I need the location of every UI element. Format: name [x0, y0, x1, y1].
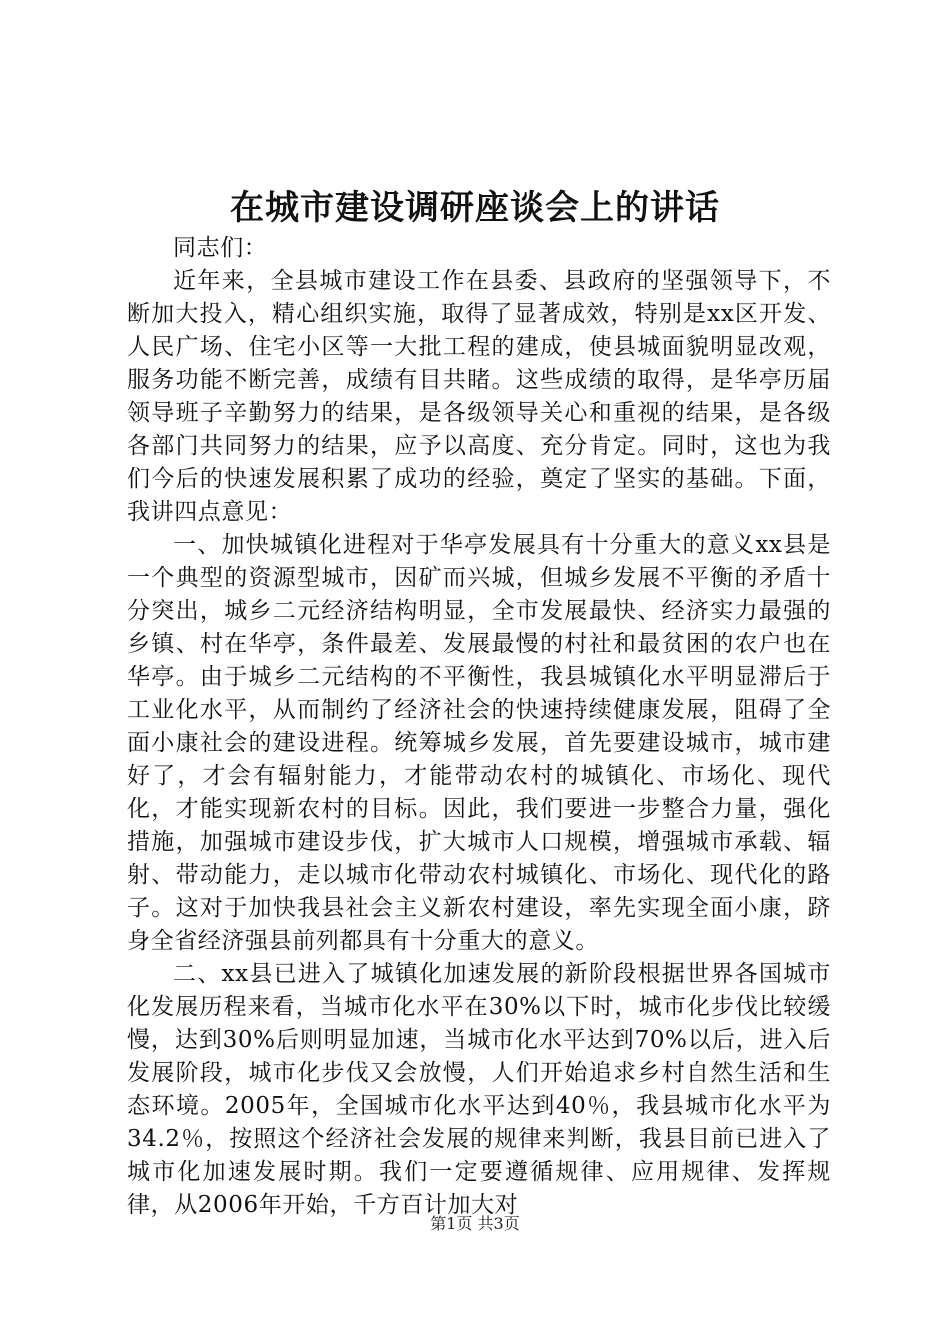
document-body	[127, 232, 831, 1222]
paragraph-intro: 近年来，全县城市建设工作在县委、县政府的坚强领导下，不断加大投入，精心组织实施，取得了显著成效，特别是xx区开发、人民广场、住宅小区等一大批工程的建成，使县城面貌明显改观，服务功能不断完善，成绩有目共睹。这些成绩的取得，是华亭历届领导班子辛勤努力的结果，是各级领导关心和重视的结果，是各级各部门共同努力的结果，应予以高度、充分肯定。同时，这也为我们今后的快速发展积累了成功的经验，奠定了坚实的基础。下面，我讲四点意见：	[127, 268, 831, 525]
paragraph-point-one: 一、加快城镇化进程对于华亭发展具有十分重大的意义xx县是一个典型的资源型城市，因矿而兴城，但城乡发展不平衡的矛盾十分突出，城乡二元经济结构明显，全市发展最快、经济实力最强的乡镇、村在华亭，条件最差、发展最慢的村社和最贫困的农户也在华亭。由于城乡二元结构的不平衡性，我县城镇化水平明显滞后于工业化水平，从而制约了经济社会的快速持续健康发展，阻碍了全面小康社会的建设进程。统筹城乡发展，首先要建设城市，城市建好了，才会有辐射能力，才能带动农村的城镇化、市场化、现代化，才能实现新农村的目标。因此，我们要进一步整合力量，强化措施，加强城市建设步伐，扩大城市人口规模，增强城市承载、辐射、带动能力，走以城市化带动农村城镇化、市场化、现代化的路子。这对于加快我县社会主义新农村建设，率先实现全面小康，跻身全省经济强县前列都具有十分重大的意义。	[127, 532, 831, 954]
document-title: 在城市建设调研座谈会上的讲话	[230, 188, 720, 228]
paragraph-point-two: 二、xx县已进入了城镇化加速发展的新阶段根据世界各国城市化发展历程来看，当城市化水平在30%以下时，城市化步伐比较缓慢，达到30%后则明显加速，当城市化水平达到70%以后，进入后发展阶段，城市化步伐又会放慢，人们开始追求乡村自然生活和生态环境。2005年，全国城市化水平达到40％，我县城市化水平为34.2％，按照这个经济社会发展的规律来判断，我县目前已进入了城市化加速发展时期。我们一定要遵循规律、应用规律、发挥规律，从2006年开始，千方百计加大对	[127, 961, 831, 1218]
page-number-footer: 第1页 共3页	[430, 1214, 520, 1233]
salutation: 同志们：	[173, 235, 268, 261]
